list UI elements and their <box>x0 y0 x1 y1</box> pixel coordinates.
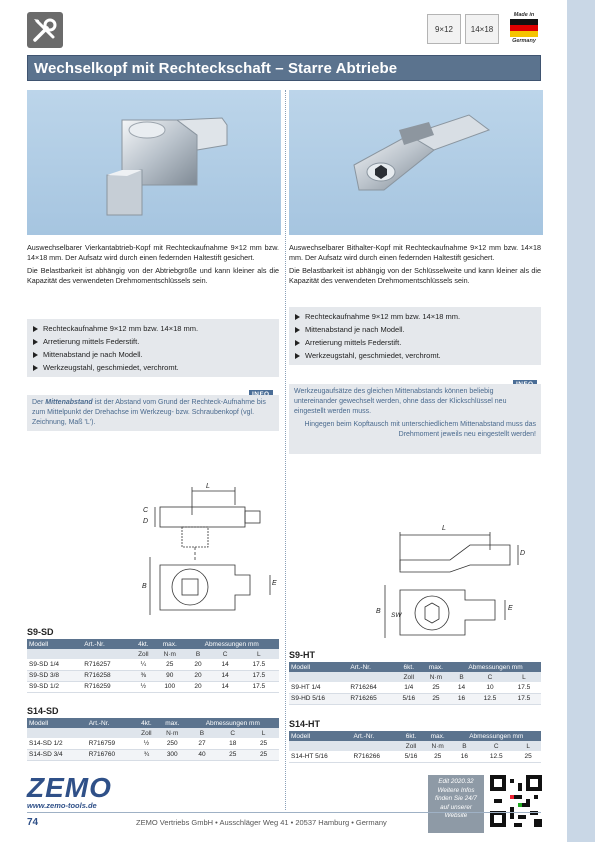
table-cell: 25 <box>248 749 279 760</box>
edit-text: Website <box>444 812 468 819</box>
column-subheader <box>289 741 352 751</box>
info-emphasis: Mittenabstand <box>45 399 93 406</box>
triangle-bullet-icon <box>33 339 38 345</box>
column-header: Modell <box>289 731 352 741</box>
column-subheader: Zoll <box>135 728 158 738</box>
table-row <box>289 751 541 762</box>
table-cell: S9-SD 1/4 <box>27 659 82 670</box>
page-title: Wechselkopf mit Rechteckschaft – Starre Abtriebe <box>34 59 398 77</box>
list-item <box>295 349 535 362</box>
edit-text: finden Sie 24/7 <box>434 795 477 802</box>
column-subheader <box>82 649 131 659</box>
column-header: 6kt. <box>396 662 422 672</box>
table-cell: 90 <box>155 670 184 681</box>
table-cell: ½ <box>132 681 156 692</box>
product-photo-square-drive <box>27 90 281 235</box>
column-subheader: N·m <box>422 672 450 682</box>
dimension-label: D <box>143 518 149 525</box>
table-cell: 17.5 <box>507 682 541 693</box>
table-cell: 25 <box>515 751 541 762</box>
table-cell: R716259 <box>82 681 131 692</box>
table-s14ht <box>289 719 541 763</box>
table-cell: 1/4 <box>396 682 422 693</box>
table-title: S14-SD <box>27 706 59 716</box>
table-cell: 17.5 <box>239 659 279 670</box>
column-header: Art.-Nr. <box>82 639 131 649</box>
table-cell: 12.5 <box>473 693 507 704</box>
column-subheader: C <box>212 649 239 659</box>
german-flag-icon <box>510 19 538 37</box>
made-in-label: Made in <box>513 12 535 18</box>
info-text: ist der Abstand vom Grund der Rechteck-Aufnahme bis zum Mittelpunkt der Drehachse im Werkzeug- bzw. Schraubenkopf (vgl. Zeichnung, Maß 'L'). <box>32 399 266 426</box>
list-item <box>33 335 273 348</box>
column-divider <box>285 90 286 810</box>
column-header: max. <box>158 718 187 728</box>
table-cell: 25 <box>248 738 279 749</box>
table-cell: ¼ <box>132 659 156 670</box>
dimension-label: B <box>142 583 147 590</box>
column-subheader: C <box>477 741 515 751</box>
list-item <box>33 322 273 335</box>
dimension-label: D <box>520 550 526 557</box>
edit-info-box <box>428 775 484 833</box>
table-cell: 14 <box>212 659 239 670</box>
table-cell: 18 <box>217 738 248 749</box>
column-header: max. <box>424 731 452 741</box>
dimension-label: C <box>143 507 149 514</box>
column-subheader <box>289 672 348 682</box>
column-subheader: Zoll <box>396 672 422 682</box>
feature-text: Arretierung mittels Federstift. <box>43 337 140 346</box>
made-in-germany-badge <box>508 12 540 44</box>
spec-table <box>27 639 279 693</box>
table-cell: 5/16 <box>398 751 424 762</box>
table-cell: 17.5 <box>239 681 279 692</box>
column-header: 4kt. <box>132 639 156 649</box>
table-cell: 16 <box>450 693 473 704</box>
side-tab <box>567 0 595 842</box>
table-row <box>27 670 279 681</box>
feature-text: Arretierung mittels Federstift. <box>305 338 402 347</box>
triangle-bullet-icon <box>295 340 300 346</box>
table-row <box>27 659 279 670</box>
size-badge: 14×18 <box>465 14 499 44</box>
right-feature-list <box>289 307 541 365</box>
table-cell: S9-HT 1/4 <box>289 682 348 693</box>
column-header: Modell <box>27 718 87 728</box>
triangle-bullet-icon <box>33 326 38 332</box>
column-subheader: Zoll <box>398 741 424 751</box>
table-cell: ¾ <box>135 749 158 760</box>
table-cell: 100 <box>155 681 184 692</box>
feature-text: Mittenabstand je nach Modell. <box>43 350 143 359</box>
edit-number: Edit 2020.32 <box>438 778 474 785</box>
dimension-label: SW <box>391 612 402 619</box>
feature-text: Mittenabstand je nach Modell. <box>305 325 405 334</box>
dimension-label: E <box>508 605 513 612</box>
table-cell: R716258 <box>82 670 131 681</box>
feature-text: Rechteckaufnahme 9×12 mm bzw. 14×18 mm. <box>305 312 461 321</box>
column-subheader: C <box>217 728 248 738</box>
table-s14sd <box>27 706 279 761</box>
wrench-screwdriver-icon <box>27 12 63 48</box>
edit-text: Weitere Infos <box>437 786 475 794</box>
left-info-box <box>27 395 279 431</box>
dimension-label: L <box>206 483 210 490</box>
info-text: Werkzeugaufsätze des gleichen Mittenabstands können beliebig untereinander gewechselt werden, ohne dass der Klickschlüssel neu eingestellt werden muss. <box>294 388 507 415</box>
triangle-bullet-icon <box>295 314 300 320</box>
column-header: Art.-Nr. <box>87 718 135 728</box>
table-cell: R716264 <box>348 682 395 693</box>
size-badge: 9×12 <box>427 14 461 44</box>
column-subheader: B <box>184 649 211 659</box>
table-cell: 20 <box>184 659 211 670</box>
column-header: Art.-Nr. <box>352 731 399 741</box>
table-cell: 14 <box>212 681 239 692</box>
table-cell: 27 <box>187 738 218 749</box>
list-item <box>295 323 535 336</box>
table-cell: 25 <box>422 682 450 693</box>
column-subheader <box>348 672 395 682</box>
table-s9ht <box>289 650 541 705</box>
column-subheader: B <box>187 728 218 738</box>
feature-text: Werkzeugstahl, geschmiedet, verchromt. <box>305 351 441 360</box>
column-subheader <box>352 741 399 751</box>
column-header: Abmessungen mm <box>450 662 541 672</box>
table-cell: 5/16 <box>396 693 422 704</box>
dimension-label: B <box>376 608 381 615</box>
technical-drawing-square-drive <box>140 485 280 625</box>
company-address: ZEMO Vertriebs GmbH • Ausschläger Weg 41 • 20537 Hamburg • Germany <box>136 818 387 827</box>
column-subheader: N·m <box>424 741 452 751</box>
triangle-bullet-icon <box>33 352 38 358</box>
triangle-bullet-icon <box>33 365 38 371</box>
column-subheader <box>27 728 87 738</box>
table-cell: 17.5 <box>507 693 541 704</box>
table-cell: R716257 <box>82 659 131 670</box>
table-cell: 17.5 <box>239 670 279 681</box>
table-cell: S14-SD 3/4 <box>27 749 87 760</box>
list-item <box>33 361 273 374</box>
technical-drawing-bit-holder <box>370 525 530 645</box>
left-feature-list <box>27 319 279 377</box>
list-item <box>295 310 535 323</box>
table-title: S9-SD <box>27 627 54 637</box>
table-cell: 40 <box>187 749 218 760</box>
table-cell: 25 <box>217 749 248 760</box>
edit-text: auf unserer <box>440 803 472 811</box>
column-header: Abmessungen mm <box>184 639 279 649</box>
table-cell: R716760 <box>87 749 135 760</box>
product-photo-bit-holder <box>289 90 543 235</box>
left-desc-paragraph: Die Belastbarkeit ist abhängig von der Abtriebgröße und kann kleiner als die Kapazität des verwendeten Drehmomentschlüssels sein. <box>27 266 279 285</box>
right-description <box>289 243 541 289</box>
table-cell: 25 <box>422 693 450 704</box>
table-cell: 300 <box>158 749 187 760</box>
column-subheader: N·m <box>158 728 187 738</box>
size-badges <box>427 14 499 44</box>
feature-text: Rechteckaufnahme 9×12 mm bzw. 14×18 mm. <box>43 324 199 333</box>
dimension-label: E <box>272 580 277 587</box>
column-subheader: Zoll <box>132 649 156 659</box>
table-s9sd <box>27 627 279 693</box>
info-text: Der <box>32 399 46 406</box>
table-cell: S14-HT 5/16 <box>289 751 352 762</box>
column-subheader: C <box>473 672 507 682</box>
column-header: Modell <box>27 639 82 649</box>
table-row <box>27 681 279 692</box>
column-subheader: L <box>507 672 541 682</box>
table-cell: 25 <box>424 751 452 762</box>
table-cell: S9-HD 5/16 <box>289 693 348 704</box>
table-cell: 16 <box>452 751 478 762</box>
column-header: max. <box>422 662 450 672</box>
right-info-box <box>289 384 541 454</box>
column-header: 4kt. <box>135 718 158 728</box>
column-subheader: L <box>239 649 279 659</box>
footer-divider <box>27 812 541 813</box>
table-title: S9-HT <box>289 650 316 660</box>
germany-label: Germany <box>512 38 536 44</box>
brand-name: ZEMO <box>27 772 112 803</box>
column-subheader: N·m <box>155 649 184 659</box>
column-header: Modell <box>289 662 348 672</box>
right-desc-paragraph: Auswechselbarer Bithalter-Kopf mit Rechteckaufnahme 9×12 mm bzw. 14×18 mm. Der Aufsatz wird durch einen federnden Haltestift gesichert. <box>289 243 541 262</box>
column-subheader <box>87 728 135 738</box>
table-cell: ½ <box>135 738 158 749</box>
table-row <box>27 738 279 749</box>
table-cell: 20 <box>184 681 211 692</box>
column-subheader: L <box>515 741 541 751</box>
zemo-logo[interactable] <box>27 772 112 810</box>
column-header: Abmessungen mm <box>187 718 279 728</box>
spec-table <box>289 731 541 763</box>
column-header: max. <box>155 639 184 649</box>
column-subheader: B <box>452 741 478 751</box>
spec-table <box>27 718 279 761</box>
qr-code-icon[interactable] <box>490 775 542 827</box>
table-cell: R716265 <box>348 693 395 704</box>
column-subheader: B <box>450 672 473 682</box>
table-cell: 12.5 <box>477 751 515 762</box>
table-cell: ⅜ <box>132 670 156 681</box>
right-desc-paragraph: Die Belastbarkeit ist abhängig von der Schlüsselweite und kann kleiner als die Kapazität des verwendeten Drehmomentschlüssels sein. <box>289 266 541 285</box>
table-cell: R716759 <box>87 738 135 749</box>
page-title-bar <box>27 55 541 81</box>
left-description <box>27 243 279 289</box>
table-cell: R716266 <box>352 751 399 762</box>
table-cell: 14 <box>450 682 473 693</box>
column-subheader <box>27 649 82 659</box>
feature-text: Werkzeugstahl, geschmiedet, verchromt. <box>43 363 179 372</box>
column-header: Art.-Nr. <box>348 662 395 672</box>
list-item <box>33 348 273 361</box>
table-row <box>289 693 541 704</box>
left-desc-paragraph: Auswechselbarer Vierkantabtrieb-Kopf mit Rechteckaufnahme 9×12 mm bzw. 14×18 mm. Der Aufsatz wird durch einen federnden Haltestift gesichert. <box>27 243 279 262</box>
dimension-label: L <box>442 525 446 532</box>
table-row <box>27 749 279 760</box>
table-cell: 14 <box>212 670 239 681</box>
table-title: S14-HT <box>289 719 321 729</box>
page-number: 74 <box>27 817 39 828</box>
table-cell: 25 <box>155 659 184 670</box>
column-header: 6kt. <box>398 731 424 741</box>
table-cell: S9-SD 1/2 <box>27 681 82 692</box>
table-cell: 250 <box>158 738 187 749</box>
column-subheader: L <box>248 728 279 738</box>
table-cell: S14-SD 1/2 <box>27 738 87 749</box>
spec-table <box>289 662 541 705</box>
triangle-bullet-icon <box>295 353 300 359</box>
list-item <box>295 336 535 349</box>
table-cell: 20 <box>184 670 211 681</box>
triangle-bullet-icon <box>295 327 300 333</box>
website-link[interactable]: www.zemo-tools.de <box>27 801 97 810</box>
table-cell: 10 <box>473 682 507 693</box>
table-row <box>289 682 541 693</box>
column-header: Abmessungen mm <box>452 731 541 741</box>
table-cell: S9-SD 3/8 <box>27 670 82 681</box>
info-text: Hingegen beim Kopftausch mit unterschiedlichem Mittenabstand muss das Drehmoment jeweils neu eingestellt werden! <box>304 421 536 438</box>
